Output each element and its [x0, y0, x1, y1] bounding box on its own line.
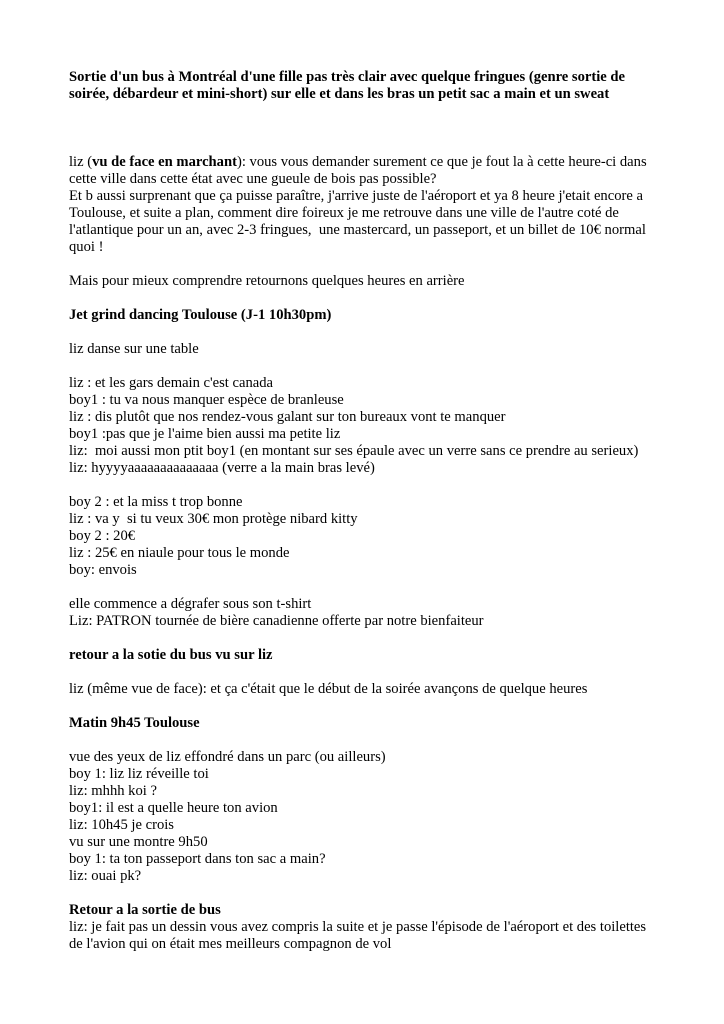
document-title: Sortie d'un bus à Montréal d'une fille pas très clair avec quelque fringues (genre sortie de soirée, débardeur et mini-short) sur elle et dans les bras un petit sac a main et un sweat	[69, 69, 629, 102]
intro-text: ): vous vous demander surement ce que je fout la à cette heure-ci dans cette ville dans cette état avec une gueule de bois pas possible?	[69, 154, 651, 187]
intro-paragraph-2: Et b aussi surprenant que ça puisse paraître, j'arrive juste de l'aéroport et ya 8 heure j'etait encore a Toulouse, et suite a plan, comment dire foireux je me retrouve dans une ville de l'autre coté de l'atlantique pour un an, avec 2-3 fringues, une mastercard, un passeport, et un billet de 10€ normal quoi !	[69, 188, 650, 255]
dialogue-line: boy 2 : 20€	[69, 528, 136, 544]
spacer	[69, 630, 659, 647]
dialogue-line: boy1 : tu va nous manquer espèce de branleuse	[69, 392, 344, 408]
dialogue-line: liz: 10h45 je crois	[69, 817, 174, 833]
dialogue-line: liz: je fait pas un dessin vous avez compris la suite et je passe l'épisode de l'aéroport et des toilettes de l'avion qui on était mes meilleurs compagnon de vol	[69, 919, 650, 952]
spacer	[69, 664, 659, 681]
dialogue-line: liz: mhhh koi ?	[69, 783, 157, 799]
intro-direction: vu de face en marchant	[92, 154, 237, 170]
dialogue-line: boy 1: liz liz réveille toi	[69, 766, 209, 782]
scene1-heading: Jet grind dancing Toulouse (J-1 10h30pm)	[69, 307, 332, 323]
scene1-action: liz danse sur une table	[69, 341, 199, 357]
spacer	[69, 290, 659, 307]
spacer	[69, 732, 659, 749]
dialogue-line: liz: moi aussi mon ptit boy1 (en montant sur ses épaule avec un verre sans ce prendre au serieux)	[69, 443, 639, 459]
dialogue-line: boy1: il est a quelle heure ton avion	[69, 800, 278, 816]
spacer	[69, 358, 659, 375]
dialogue-line: boy 2 : et la miss t trop bonne	[69, 494, 243, 510]
spacer	[69, 103, 659, 154]
dialogue-line: boy1 :pas que je l'aime bien aussi ma petite liz	[69, 426, 341, 442]
spacer	[69, 477, 659, 494]
scene2-heading: retour a la sotie du bus vu sur liz	[69, 647, 273, 663]
dialogue-line: liz: hyyyyaaaaaaaaaaaaaa (verre a la main bras levé)	[69, 460, 375, 476]
spacer	[69, 324, 659, 341]
dialogue-line: liz (même vue de face): et ça c'était que le début de la soirée avançons de quelque heures	[69, 681, 588, 697]
intro-paragraph	[69, 154, 659, 188]
dialogue-line: liz : et les gars demain c'est canada	[69, 375, 274, 391]
dialogue-line: vu sur une montre 9h50	[69, 834, 208, 850]
dialogue-line: liz : dis plutôt que nos rendez-vous galant sur ton bureaux vont te manquer	[69, 409, 506, 425]
scene4-heading: Retour a la sortie de bus	[69, 902, 221, 918]
transition-line: Mais pour mieux comprendre retournons quelques heures en arrière	[69, 273, 465, 289]
dialogue-line: elle commence a dégrafer sous son t-shirt	[69, 596, 312, 612]
intro-speaker: liz (	[69, 154, 93, 170]
spacer	[69, 885, 659, 902]
dialogue-line: liz : va y si tu veux 30€ mon protège nibard kitty	[69, 511, 358, 527]
dialogue-line: Liz: PATRON tournée de bière canadienne offerte par notre bienfaiteur	[69, 613, 484, 629]
spacer	[69, 579, 659, 596]
scene3-heading: Matin 9h45 Toulouse	[69, 715, 200, 731]
dialogue-line: vue des yeux de liz effondré dans un parc (ou ailleurs)	[69, 749, 386, 765]
spacer	[69, 698, 659, 715]
spacer	[69, 256, 659, 273]
dialogue-line: boy 1: ta ton passeport dans ton sac a main?	[69, 851, 326, 867]
dialogue-line: liz: ouai pk?	[69, 868, 142, 884]
dialogue-line: boy: envois	[69, 562, 137, 578]
document-body	[69, 69, 659, 953]
dialogue-line: liz : 25€ en niaule pour tous le monde	[69, 545, 290, 561]
